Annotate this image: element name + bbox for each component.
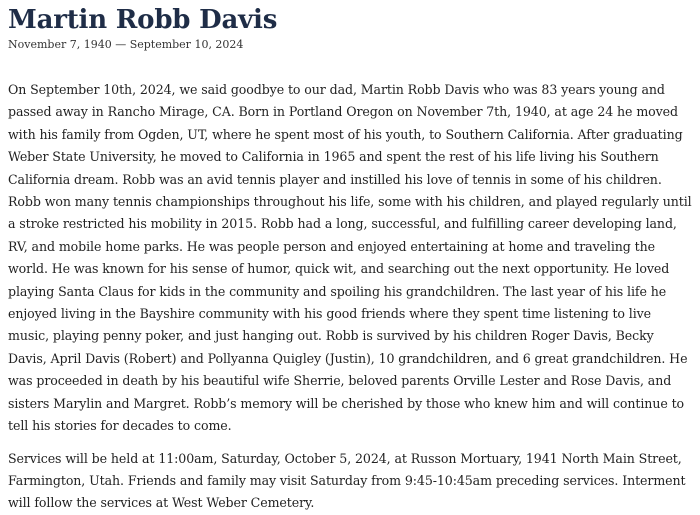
obituary-paragraph-life-story: On September 10th, 2024, we said goodbye to our dad, Martin Robb Davis who was 83 years young and passed away in Rancho Mirage, CA. Born in Portland Oregon on November 7th, 1940, at age 24 he moved with his family from Ogden, UT, where he spent most of his youth, to Southern California. After graduating Weber State University, he moved to California in 1965 and spent the rest of his life living his Southern California dream. Robb was an avid tennis player and instilled his love of tennis in some of his children. Robb won many tennis championships throughout his life, some with his children, and played regularly until a stroke restricted his mobility in 2015. Robb had a long, successful, and fulfilling career developing land, RV, and mobile home parks. He was people person and enjoyed entertaining at home and traveling the world. He was known for his sense of humor, quick wit, and searching out the next opportunity. He loved playing Santa Claus for kids in the community and spoiling his grandchildren. The last year of his life he enjoyed living in the Bayshire community with his good friends where they spent time listening to live music, playing penny poker, and just hanging out. Robb is survived by his children Roger Davis, Becky Davis, April Davis (Robert) and Pollyanna Quigley (Justin), 10 grandchildren, and 6 great grandchildren. He was proceeded in death by his beautiful wife Sherrie, beloved parents Orville Lester and Rose Davis, and sisters Marylin and Margret. Robb’s memory will be cherished by those who knew him and will continue to tell his stories for decades to come.	[8, 82, 692, 434]
life-dates: November 7, 1940 — September 10, 2024	[8, 38, 244, 51]
deceased-name-heading: Martin Robb Davis	[8, 5, 278, 35]
obituary-paragraph-services: Services will be held at 11:00am, Saturday, October 5, 2024, at Russon Mortuary, 1941 North Main Street, Farmington, Utah. Friends and family may visit Saturday from 9:45-10:45am preceding services. Interment will follow the services at West Weber Cemetery.	[8, 450, 686, 511]
obituary-article	[8, 0, 692, 515]
